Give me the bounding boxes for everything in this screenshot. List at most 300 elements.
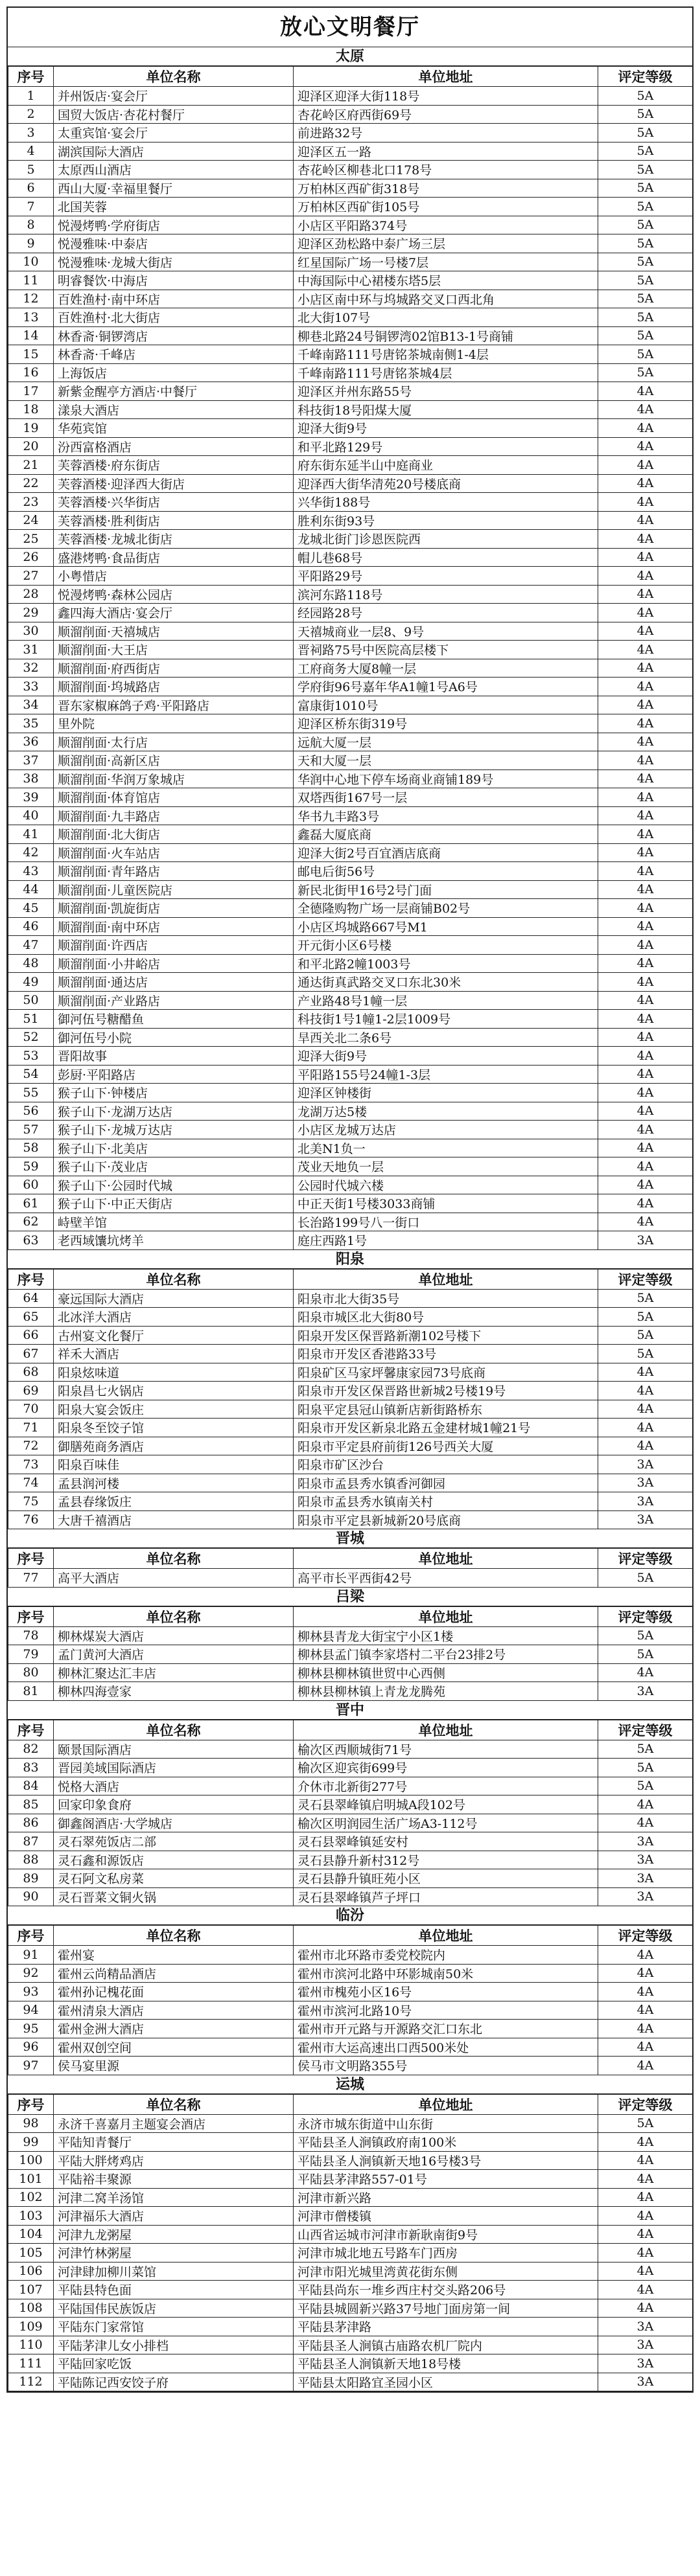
row-index: 84 [8, 1777, 54, 1795]
table-row [8, 2170, 693, 2189]
rating-grade: 4A [598, 437, 693, 456]
rating-grade: 3A [598, 1832, 693, 1851]
table-row [8, 2020, 693, 2038]
restaurant-name: 林香斋·铜锣湾店 [54, 326, 294, 345]
restaurant-address: 河津市阳光城里湾黄花街东侧 [294, 2262, 598, 2281]
restaurant-name: 百姓渔村·北大街店 [54, 308, 294, 327]
restaurant-name: 顺溜削面·产业路店 [54, 991, 294, 1010]
table-row [8, 216, 693, 234]
row-index: 5 [8, 161, 54, 179]
restaurant-address: 府东街东延半山中庭商业 [294, 456, 598, 475]
table-row [8, 604, 693, 622]
restaurant-name: 顺溜削面·南中环店 [54, 917, 294, 936]
table-row [8, 474, 693, 493]
restaurant-name: 阳泉百味佳 [54, 1455, 294, 1474]
rating-grade: 4A [598, 1139, 693, 1157]
rating-grade: 5A [598, 290, 693, 308]
row-index: 8 [8, 216, 54, 234]
restaurant-address: 阳泉市矿区沙台 [294, 1455, 598, 1474]
row-index: 63 [8, 1231, 54, 1250]
restaurant-address: 永济市城东街道中山东街 [294, 2114, 598, 2133]
table-row [8, 326, 693, 345]
rating-grade: 4A [598, 806, 693, 825]
restaurant-name: 并州饭店·宴会厅 [54, 87, 294, 106]
restaurant-table [8, 1269, 693, 1530]
restaurant-name: 柳林煤炭大酒店 [54, 1626, 294, 1645]
restaurant-name: 孟门黄河大酒店 [54, 1645, 294, 1664]
rating-grade: 4A [598, 1946, 693, 1965]
restaurant-name: 峙壁羊馆 [54, 1213, 294, 1231]
restaurant-address: 侯马市文明路355号 [294, 2057, 598, 2075]
restaurant-name: 顺溜削面·火车站店 [54, 843, 294, 862]
table-row [8, 1363, 693, 1382]
table-row [8, 271, 693, 290]
restaurant-name: 彭厨·平阳路店 [54, 1065, 294, 1084]
row-index: 46 [8, 917, 54, 936]
table-row [8, 290, 693, 308]
restaurant-address: 旱西关北二条6号 [294, 1028, 598, 1047]
restaurant-name: 顺溜削面·坞城路店 [54, 678, 294, 696]
rating-grade: 3A [598, 2373, 693, 2391]
restaurant-table [8, 2094, 693, 2392]
rating-grade: 4A [598, 936, 693, 955]
row-index: 7 [8, 198, 54, 216]
restaurant-list-sheet [6, 6, 694, 2393]
rating-grade: 4A [598, 788, 693, 807]
restaurant-address: 平陆县茅津路557-01号 [294, 2170, 598, 2189]
restaurant-name: 颐景国际酒店 [54, 1740, 294, 1759]
rating-grade: 4A [598, 1102, 693, 1121]
restaurant-name: 祥禾大酒店 [54, 1345, 294, 1363]
table-header-row [8, 2094, 693, 2114]
row-index: 78 [8, 1626, 54, 1645]
header-name: 单位名称 [54, 2094, 294, 2114]
row-index: 42 [8, 843, 54, 862]
rating-grade: 4A [598, 954, 693, 973]
restaurant-name: 阳泉昌七火锅店 [54, 1382, 294, 1400]
row-index: 101 [8, 2170, 54, 2189]
table-row [8, 622, 693, 641]
rating-grade: 4A [598, 733, 693, 751]
restaurant-address: 杏花岭区府西街69号 [294, 105, 598, 124]
table-row [8, 2151, 693, 2170]
restaurant-name: 晋园美域国际酒店 [54, 1759, 294, 1777]
restaurant-name: 柳林四海壹家 [54, 1682, 294, 1701]
row-index: 102 [8, 2188, 54, 2207]
header-name: 单位名称 [54, 1269, 294, 1289]
rating-grade: 4A [598, 1363, 693, 1382]
restaurant-address: 柳巷北路24号铜锣湾02馆B13-1号商铺 [294, 326, 598, 345]
table-row [8, 788, 693, 807]
table-row [8, 1814, 693, 1832]
row-index: 48 [8, 954, 54, 973]
restaurant-address: 前进路32号 [294, 124, 598, 142]
table-row [8, 1345, 693, 1363]
restaurant-address: 新民北街甲16号2号门面 [294, 880, 598, 899]
restaurant-table [8, 1548, 693, 1588]
table-row [8, 437, 693, 456]
rating-grade: 5A [598, 2114, 693, 2133]
restaurant-table [8, 66, 693, 1250]
restaurant-address: 小店区龙城万达店 [294, 1121, 598, 1139]
restaurant-name: 悦漫烤鸭·森林公园店 [54, 585, 294, 604]
row-index: 43 [8, 862, 54, 881]
row-index: 71 [8, 1419, 54, 1437]
restaurant-address: 灵石县静升新村312号 [294, 1851, 598, 1869]
restaurant-address: 平阳路29号 [294, 567, 598, 586]
table-row [8, 161, 693, 179]
table-row [8, 2057, 693, 2075]
restaurant-name: 顺溜削面·凯旋街店 [54, 899, 294, 918]
table-row [8, 124, 693, 142]
restaurant-address: 迎泽区劲松路中泰广场三层 [294, 234, 598, 253]
row-index: 112 [8, 2373, 54, 2391]
table-row [8, 234, 693, 253]
restaurant-address: 霍州市槐苑小区16号 [294, 1983, 598, 2001]
restaurant-name: 御河伍号糖醋鱼 [54, 1010, 294, 1029]
row-index: 4 [8, 142, 54, 161]
table-row [8, 1157, 693, 1176]
table-row [8, 1065, 693, 1084]
row-index: 41 [8, 825, 54, 844]
restaurant-address: 迎泽大街2号百宜酒店底商 [294, 843, 598, 862]
restaurant-address: 平陆县尚东一堆乡西庄村交头路206号 [294, 2281, 598, 2299]
restaurant-name: 平陆茅津儿女小排档 [54, 2336, 294, 2354]
rating-grade: 4A [598, 474, 693, 493]
rating-grade: 4A [598, 2001, 693, 2020]
table-row [8, 1682, 693, 1701]
header-address: 单位地址 [294, 1926, 598, 1946]
rating-grade: 4A [598, 899, 693, 918]
row-index: 21 [8, 456, 54, 475]
restaurant-name: 孟县春缘饭庄 [54, 1492, 294, 1511]
restaurant-name: 猴子山下·中正天街店 [54, 1194, 294, 1213]
restaurant-name: 顺溜削面·太行店 [54, 733, 294, 751]
rating-grade: 5A [598, 105, 693, 124]
row-index: 44 [8, 880, 54, 899]
row-index: 56 [8, 1102, 54, 1121]
rating-grade: 4A [598, 2207, 693, 2226]
rating-grade: 4A [598, 917, 693, 936]
restaurant-address: 双塔西街167号一层 [294, 788, 598, 807]
table-row [8, 1832, 693, 1851]
restaurant-address: 迎泽大街9号 [294, 1047, 598, 1066]
table-row [8, 2188, 693, 2207]
rating-grade: 4A [598, 2244, 693, 2263]
restaurant-address: 阳泉矿区马家坪馨康家园73号底商 [294, 1363, 598, 1382]
row-index: 106 [8, 2262, 54, 2281]
restaurant-name: 霍州宴 [54, 1946, 294, 1965]
rating-grade: 4A [598, 493, 693, 512]
row-index: 81 [8, 1682, 54, 1701]
restaurant-name: 大唐千禧酒店 [54, 1510, 294, 1529]
row-index: 105 [8, 2244, 54, 2263]
table-row [8, 1028, 693, 1047]
table-row [8, 751, 693, 770]
row-index: 72 [8, 1437, 54, 1455]
header-index: 序号 [8, 67, 54, 87]
restaurant-address: 鑫磊大厦底商 [294, 825, 598, 844]
rating-grade: 3A [598, 2318, 693, 2336]
rating-grade: 4A [598, 1176, 693, 1194]
restaurant-name: 平陆陈记西安饺子府 [54, 2373, 294, 2391]
restaurant-name: 猴子山下·北美店 [54, 1139, 294, 1157]
restaurant-name: 湖滨国际大酒店 [54, 142, 294, 161]
rating-grade: 3A [598, 1455, 693, 1474]
rating-grade: 4A [598, 530, 693, 549]
row-index: 10 [8, 253, 54, 271]
rating-grade: 4A [598, 1795, 693, 1814]
region-section [8, 1588, 692, 1701]
table-row [8, 1308, 693, 1327]
row-index: 61 [8, 1194, 54, 1213]
table-row [8, 382, 693, 401]
rating-grade: 4A [598, 1814, 693, 1832]
table-row [8, 1213, 693, 1231]
restaurant-address: 平阳路155号24幢1-3层 [294, 1065, 598, 1084]
row-index: 25 [8, 530, 54, 549]
rating-grade: 4A [598, 456, 693, 475]
row-index: 13 [8, 308, 54, 327]
row-index: 12 [8, 290, 54, 308]
row-index: 31 [8, 641, 54, 659]
restaurant-address: 天和大厦一层 [294, 751, 598, 770]
region-section [8, 2075, 692, 2392]
restaurant-name: 芙蓉酒楼·府东街店 [54, 456, 294, 475]
row-index: 62 [8, 1213, 54, 1231]
row-index: 20 [8, 437, 54, 456]
table-row [8, 1194, 693, 1213]
restaurant-name: 芙蓉酒楼·胜利街店 [54, 511, 294, 530]
header-grade: 评定等级 [598, 1720, 693, 1740]
header-index: 序号 [8, 2094, 54, 2114]
table-row [8, 1777, 693, 1795]
restaurant-address: 阳泉市孟县秀水镇南关村 [294, 1492, 598, 1511]
restaurant-address: 柳林县青龙大街宝宁小区1楼 [294, 1626, 598, 1645]
row-index: 107 [8, 2281, 54, 2299]
restaurant-name: 顺溜削面·府西街店 [54, 659, 294, 678]
table-row [8, 2207, 693, 2226]
row-index: 28 [8, 585, 54, 604]
row-index: 9 [8, 234, 54, 253]
table-row [8, 87, 693, 106]
restaurant-address: 公园时代城六楼 [294, 1176, 598, 1194]
row-index: 82 [8, 1740, 54, 1759]
row-index: 83 [8, 1759, 54, 1777]
table-row [8, 511, 693, 530]
restaurant-name: 猴子山下·公园时代城 [54, 1176, 294, 1194]
restaurant-name: 河津九龙粥屋 [54, 2225, 294, 2244]
header-index: 序号 [8, 1720, 54, 1740]
table-row [8, 1231, 693, 1250]
rating-grade: 4A [598, 751, 693, 770]
rating-grade: 4A [598, 678, 693, 696]
restaurant-name: 霍州金洲大酒店 [54, 2020, 294, 2038]
restaurant-address: 远航大厦一层 [294, 733, 598, 751]
rating-grade: 4A [598, 1964, 693, 1983]
restaurant-address: 北美N1负一 [294, 1139, 598, 1157]
row-index: 55 [8, 1084, 54, 1102]
table-row [8, 2225, 693, 2244]
restaurant-address: 滨河东路118号 [294, 585, 598, 604]
restaurant-address: 阳泉市城区北大街80号 [294, 1308, 598, 1327]
rating-grade: 4A [598, 2151, 693, 2170]
rating-grade: 5A [598, 253, 693, 271]
restaurant-address: 千峰南路111号唐铭茶城南侧1-4层 [294, 345, 598, 364]
table-row [8, 548, 693, 567]
restaurant-name: 灵石阿文私房菜 [54, 1869, 294, 1888]
restaurant-address: 高平市长平西街42号 [294, 1569, 598, 1588]
restaurant-address: 中海国际中心裙楼东塔5层 [294, 271, 598, 290]
table-row [8, 1382, 693, 1400]
rating-grade: 3A [598, 1510, 693, 1529]
restaurant-address: 河津市僧楼镇 [294, 2207, 598, 2226]
table-row [8, 2373, 693, 2391]
row-index: 35 [8, 714, 54, 733]
restaurant-name: 太重宾馆·宴会厅 [54, 124, 294, 142]
rating-grade: 4A [598, 641, 693, 659]
row-index: 59 [8, 1157, 54, 1176]
rating-grade: 4A [598, 991, 693, 1010]
rating-grade: 4A [598, 604, 693, 622]
row-index: 39 [8, 788, 54, 807]
row-index: 92 [8, 1964, 54, 1983]
rating-grade: 5A [598, 1326, 693, 1345]
header-grade: 评定等级 [598, 1606, 693, 1626]
rating-grade: 4A [598, 862, 693, 881]
restaurant-address: 平陆县圣人涧镇政府南100米 [294, 2133, 598, 2152]
restaurant-name: 顺溜削面·天禧城店 [54, 622, 294, 641]
table-row [8, 1437, 693, 1455]
rating-grade: 3A [598, 2354, 693, 2373]
restaurant-name: 晋东家椒麻鸽子鸡·平阳路店 [54, 696, 294, 714]
restaurant-name: 永济千喜嘉月主题宴会酒店 [54, 2114, 294, 2133]
header-address: 单位地址 [294, 1720, 598, 1740]
rating-grade: 4A [598, 2057, 693, 2075]
restaurant-name: 霍州清泉大酒店 [54, 2001, 294, 2020]
rating-grade: 4A [598, 769, 693, 788]
header-address: 单位地址 [294, 67, 598, 87]
table-row [8, 1645, 693, 1664]
restaurant-address: 长治路199号八一街口 [294, 1213, 598, 1231]
rating-grade: 5A [598, 1740, 693, 1759]
rating-grade: 4A [598, 825, 693, 844]
row-index: 22 [8, 474, 54, 493]
restaurant-name: 北冰洋大酒店 [54, 1308, 294, 1327]
restaurant-address: 帽儿巷68号 [294, 548, 598, 567]
restaurant-name: 芙蓉酒楼·龙城北街店 [54, 530, 294, 549]
rating-grade: 4A [598, 880, 693, 899]
table-row [8, 567, 693, 586]
restaurant-address: 阳泉市开发区香港路33号 [294, 1345, 598, 1363]
row-index: 90 [8, 1887, 54, 1906]
table-row [8, 714, 693, 733]
rating-grade: 4A [598, 2281, 693, 2299]
restaurant-name: 霍州双创空间 [54, 2038, 294, 2057]
row-index: 88 [8, 1851, 54, 1869]
restaurant-address: 经园路28号 [294, 604, 598, 622]
header-grade: 评定等级 [598, 2094, 693, 2114]
table-row [8, 1946, 693, 1965]
restaurant-address: 迎泽区五一路 [294, 142, 598, 161]
table-row [8, 991, 693, 1010]
row-index: 38 [8, 769, 54, 788]
restaurant-name: 灵石晋菜文铜火锅 [54, 1887, 294, 1906]
rating-grade: 4A [598, 382, 693, 401]
row-index: 85 [8, 1795, 54, 1814]
rating-grade: 4A [598, 973, 693, 992]
table-row [8, 1740, 693, 1759]
restaurant-name: 太原西山酒店 [54, 161, 294, 179]
table-row [8, 1983, 693, 2001]
row-index: 17 [8, 382, 54, 401]
row-index: 57 [8, 1121, 54, 1139]
restaurant-name: 豪远国际大酒店 [54, 1289, 294, 1308]
row-index: 60 [8, 1176, 54, 1194]
table-row [8, 973, 693, 992]
rating-grade: 3A [598, 1851, 693, 1869]
rating-grade: 4A [598, 1047, 693, 1066]
rating-grade: 4A [598, 2020, 693, 2038]
table-row [8, 1964, 693, 1983]
row-index: 91 [8, 1946, 54, 1965]
row-index: 58 [8, 1139, 54, 1157]
rating-grade: 5A [598, 363, 693, 382]
restaurant-address: 阳泉市平定县府前街126号西关大厦 [294, 1437, 598, 1455]
restaurant-name: 上海饭店 [54, 363, 294, 382]
row-index: 6 [8, 179, 54, 198]
table-row [8, 806, 693, 825]
restaurant-name: 霍州云尚精品酒店 [54, 1964, 294, 1983]
table-row [8, 2001, 693, 2020]
rating-grade: 4A [598, 1437, 693, 1455]
restaurant-name: 猴子山下·茂业店 [54, 1157, 294, 1176]
restaurant-name: 国贸大饭店·杏花村餐厅 [54, 105, 294, 124]
restaurant-address: 阳泉市孟县秀水镇香河御园 [294, 1474, 598, 1492]
page-title: 放心文明餐厅 [8, 8, 692, 47]
rating-grade: 4A [598, 2038, 693, 2057]
restaurant-address: 榆次区明润园生活广场A3-112号 [294, 1814, 598, 1832]
restaurant-address: 迎泽西大街华清苑20号楼底商 [294, 474, 598, 493]
table-row [8, 1289, 693, 1308]
restaurant-name: 阳泉冬至饺子馆 [54, 1419, 294, 1437]
row-index: 86 [8, 1814, 54, 1832]
table-row [8, 1795, 693, 1814]
restaurant-name: 高平大酒店 [54, 1569, 294, 1588]
restaurant-name: 芙蓉酒楼·兴华街店 [54, 493, 294, 512]
restaurant-address: 中正天街1号楼3033商铺 [294, 1194, 598, 1213]
restaurant-name: 阳泉大宴会饭庄 [54, 1400, 294, 1419]
row-index: 32 [8, 659, 54, 678]
header-grade: 评定等级 [598, 1926, 693, 1946]
row-index: 2 [8, 105, 54, 124]
row-index: 18 [8, 400, 54, 419]
row-index: 51 [8, 1010, 54, 1029]
table-row [8, 843, 693, 862]
restaurant-address: 平陆县茅津路 [294, 2318, 598, 2336]
row-index: 16 [8, 363, 54, 382]
restaurant-address: 阳泉开发区保晋路新潮102号楼下 [294, 1326, 598, 1345]
table-row [8, 1474, 693, 1492]
row-index: 52 [8, 1028, 54, 1047]
row-index: 66 [8, 1326, 54, 1345]
table-header-row [8, 67, 693, 87]
table-row [8, 1419, 693, 1437]
restaurant-address: 灵石县翠峰镇延安村 [294, 1832, 598, 1851]
table-row [8, 659, 693, 678]
table-row [8, 2281, 693, 2299]
rating-grade: 5A [598, 1645, 693, 1664]
